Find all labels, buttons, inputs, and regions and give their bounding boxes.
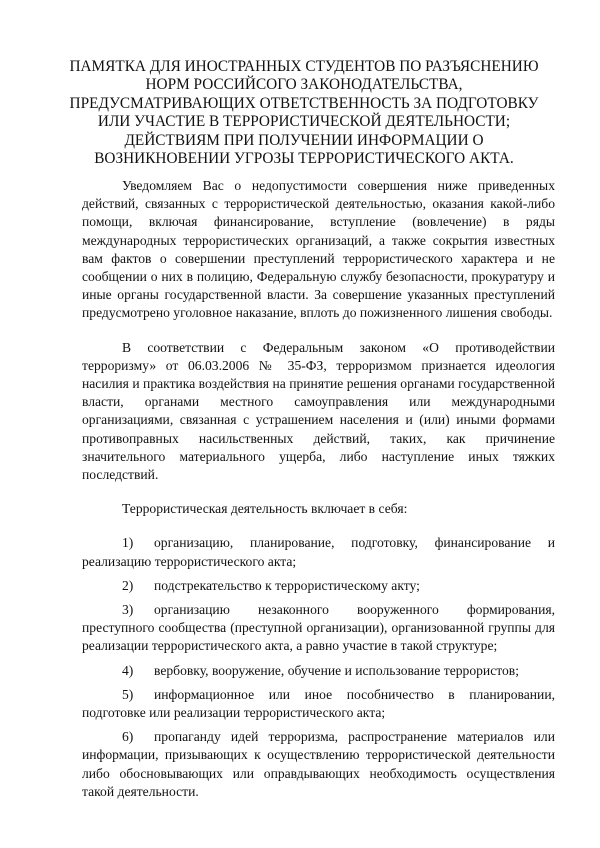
activity-list <box>82 534 555 801</box>
list-item <box>82 686 555 722</box>
list-item <box>82 728 555 801</box>
list-item-text: подстрекательство к террористическому акту; <box>154 577 420 593</box>
list-item-number: 2) <box>122 577 134 593</box>
list-item <box>82 577 555 595</box>
list-item-number: 4) <box>122 662 134 678</box>
intro-paragraph: Уведомляем Вас о недопустимости совершения ниже приведенных действий, связанных с террористической деятельностью, оказания какой-либо помощи, включая финансирование, вступление (вовлечение) в ряды международных террористических организаций, а также сокрытия известных вам фактов о совершении преступлений террористического характера и не сообщении о них в полицию, Федеральную службу безопасности, прокуратуру и иные органы государственной власти. За совершение указанных преступлений предусмотрено уголовное наказание, вплоть до пожизненного лишения свободы. <box>82 178 555 321</box>
list-item-text: информационное или иное пособничество в планировании, подготовке или реализации террористического акта; <box>82 686 555 721</box>
list-item <box>82 534 555 570</box>
list-item-text: организацию, планирование, подготовку, финансирование и реализацию террористического акта; <box>82 535 555 569</box>
list-item-text: пропаганду идей терроризма, распространение материалов или информации, призывающих к осуществлению террористической деятельности либо обосновывающих или оправдывающих необходимость осуществления такой деятельности. <box>82 729 555 799</box>
list-item <box>82 601 555 656</box>
law-paragraph: В соответствии с Федеральным законом «О противодействии терроризму» от 06.03.2006 № 35-ФЗ, терроризмом признается идеология насилия и практика воздействия на принятие решения органами государственной власти, органами местного самоуправления или международными организациями, связанная с устрашением населения и (или) иными формами противоправных насильственных действий, таких, как причинение значительного материального ущерба, либо наступление иных тяжких последствий. <box>82 339 555 483</box>
list-item-number: 1) <box>122 535 134 551</box>
document-body <box>82 177 555 807</box>
document-title: ПАМЯТКА ДЛЯ ИНОСТРАННЫХ СТУДЕНТОВ ПО РАЗЪЯСНЕНИЮ НОРМ РОССИЙСОГО ЗАКОНОДАТЕЛЬСТВА, ПРЕДУСМАТРИВАЮЩИХ ОТВЕТСТВЕННОСТЬ ЗА ПОДГОТОВКУ ИЛИ УЧАСТИЕ В ТЕРРОРИСТИЧЕСКОЙ ДЕЯТЕЛЬНОСТИ; ДЕЙСТВИЯМ ПРИ ПОЛУЧЕНИИ ИНФОРМАЦИИ О ВОЗНИКНОВЕНИИ УГРОЗЫ ТЕРРОРИСТИЧЕСКОГО АКТА. <box>69 58 539 168</box>
list-item-text: организацию незаконного вооруженного формирования, преступного сообщества (преступной организации), организованной группы для реализации террористического акта, а равно участие в такой структуре; <box>82 602 555 654</box>
list-item <box>82 662 555 680</box>
list-item-number: 5) <box>122 686 134 702</box>
list-item-number: 6) <box>122 729 134 745</box>
list-heading: Террористическая деятельность включает в себя: <box>122 501 408 517</box>
list-item-text: вербовку, вооружение, обучение и использование террористов; <box>154 662 519 678</box>
list-item-number: 3) <box>122 602 134 618</box>
